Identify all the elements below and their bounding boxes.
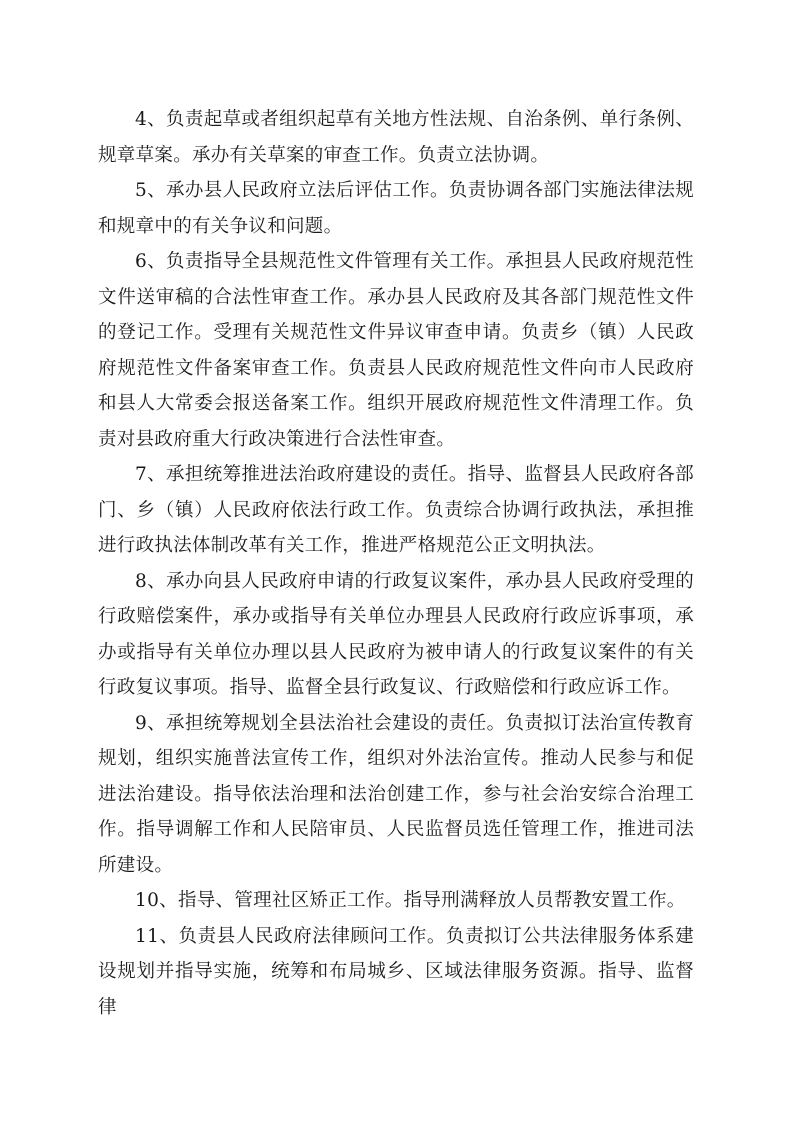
paragraph-item-9: 9、承担统筹规划全县法治社会建设的责任。负责拟订法治宣传教育规划，组织实施普法宣传工作，组织对外法治宣传。推动人民参与和促进法治建设。指导依法治理和法治创建工作，参与社会治安综合治理工作。指导调解工作和人民陪审员、人民监督员选任管理工作，推进司法所建设。 [98,712,694,876]
paragraph-item-5: 5、承办县人民政府立法后评估工作。负责协调各部门实施法律法规和规章中的有关争议和问题。 [98,180,694,237]
document-body [98,102,694,1025]
paragraph-item-10: 10、指导、管理社区矫正工作。指导刑满释放人员帮教安置工作。 [135,890,686,911]
paragraph-item-8: 8、承办向县人民政府申请的行政复议案件，承办县人民政府受理的行政赔偿案件，承办或指导有关单位办理县人民政府行政应诉事项，承办或指导有关单位办理以县人民政府为被申请人的行政复议案件的有关行政复议事项。指导、监督全县行政复议、行政赔偿和行政应诉工作。 [98,570,694,698]
paragraph-item-6: 6、负责指导全县规范性文件管理有关工作。承担县人民政府规范性文件送审稿的合法性审查工作。承办县人民政府及其各部门规范性文件的登记工作。受理有关规范性文件异议审查申请。负责乡（镇）人民政府规范性文件备案审查工作。负责县人民政府规范性文件向市人民政府和县人大常委会报送备案工作。组织开展政府规范性文件清理工作。负责对县政府重大行政决策进行合法性审查。 [98,251,694,450]
paragraph-item-4: 4、负责起草或者组织起草有关地方性法规、自治条例、单行条例、规章草案。承办有关草案的审查工作。负责立法协调。 [98,109,694,166]
paragraph-item-11: 11、负责县人民政府法律顾问工作。负责拟订公共法律服务体系建设规划并指导实施，统筹和布局城乡、区域法律服务资源。指导、监督律 [98,925,694,1018]
paragraph-item-7: 7、承担统筹推进法治政府建设的责任。指导、监督县人民政府各部门、乡（镇）人民政府依法行政工作。负责综合协调行政执法，承担推进行政执法体制改革有关工作，推进严格规范公正文明执法。 [98,464,694,556]
